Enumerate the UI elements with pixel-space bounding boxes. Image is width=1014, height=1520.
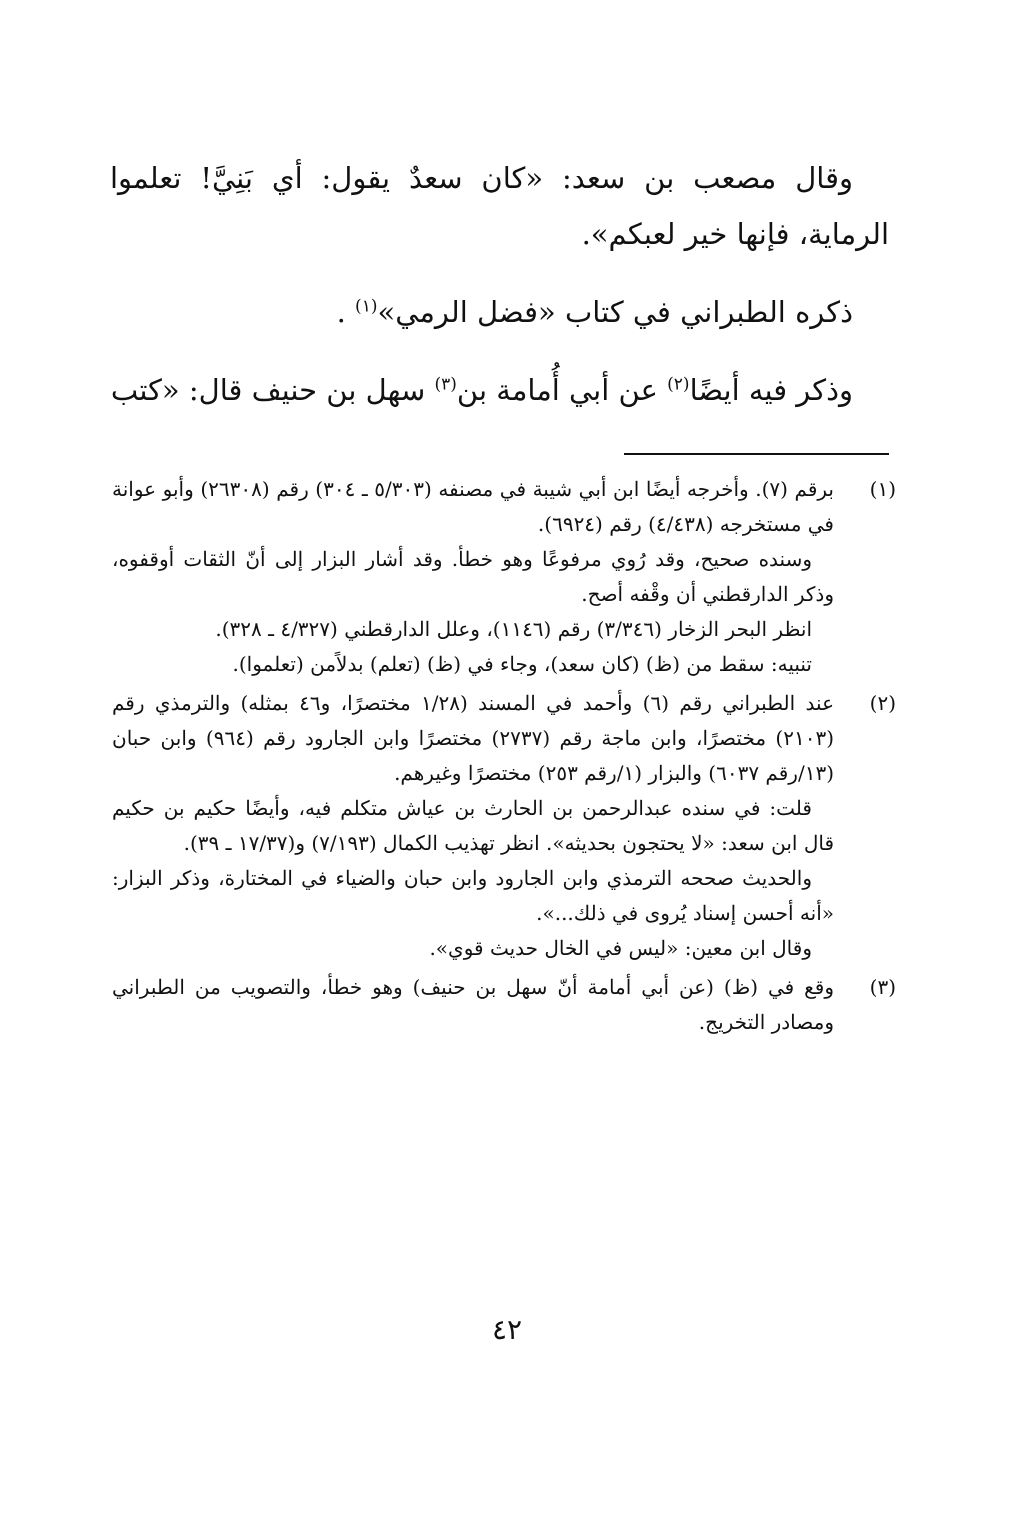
footnote-3: [112, 970, 896, 1040]
main-paragraph-2-text: ذكره الطبراني في كتاب «فضل الرمي»: [377, 295, 853, 329]
main-paragraph-3-text-b: عن أبي أُمامة بن: [456, 373, 668, 407]
footnote-2: [112, 686, 896, 966]
footnote-paragraph: برقم (٧). وأخرجه أيضًا ابن أبي شيبة في مصنفه (٥/٣٠٣ ـ ٣٠٤) رقم (٢٦٣٠٨) وأبو عوانة في مستخرجه (٤/٤٣٨) رقم (٦٩٢٤).: [112, 477, 834, 536]
footnote-ref-3[interactable]: (٣): [434, 374, 457, 395]
footnote-paragraph: وقال ابن معين: «ليس في الخال حديث قوي».: [429, 936, 812, 960]
footnote-1: [112, 472, 896, 682]
footnote-paragraph: عند الطبراني رقم (٦) وأحمد في المسند (١/٢٨ مختصرًا، و٤٦ بمثله) والترمذي رقم (٢١٠٣) مختصرًا، وابن ماجة رقم (٢٧٣٧) مختصرًا وابن الجارود رقم (٩٦٤) وابن حبان (١٣/رقم ٦٠٣٧) والبزار (١/رقم ٢٥٣) مختصرًا وغيرهم.: [112, 691, 835, 785]
main-text: [110, 150, 889, 418]
main-paragraph-2: [110, 284, 889, 340]
footnote-paragraph: والحديث صححه الترمذي وابن الجارود وابن حبان والضياء في المختارة، وذكر البزار: «أنه أحسن إسناد يُروى في ذلك...».: [112, 866, 834, 925]
footnote-paragraph: وقع في (ظ) (عن أبي أمامة أنّ سهل بن حنيف) وهو خطأ، والتصويب من الطبراني ومصادر التخريج.: [112, 975, 834, 1034]
footnote-number: (١): [869, 477, 896, 501]
footnote-paragraph: تنبيه: سقط من (ظ) (كان سعد)، وجاء في (ظ) (تعلم) بدلاًمن (تعلموا).: [232, 652, 812, 676]
main-paragraph-3-text-a: وذكر فيه أيضًا: [689, 373, 853, 407]
page-number: ٤٢: [491, 1313, 523, 1346]
footnote-number: (٣): [869, 975, 896, 999]
main-paragraph-1: وقال مصعب بن سعد: «كان سعدٌ يقول: أي بَنِيَّ! تعلموا الرماية، فإنها خير لعبكم».: [110, 161, 889, 251]
main-paragraph-2-end: .: [336, 295, 346, 329]
footnote-separator: [624, 453, 889, 455]
main-paragraph-3-text-c: سهل بن حنيف قال: «كتب: [110, 373, 435, 407]
footnote-paragraph: انظر البحر الزخار (٣/٣٤٦) رقم (١١٤٦)، وعلل الدارقطني (٤/٣٢٧ ـ ٣٢٨).: [215, 617, 812, 641]
footnote-number: (٢): [869, 691, 896, 715]
footnote-ref-2[interactable]: (٢): [667, 374, 690, 395]
footnote-ref-1[interactable]: (١): [355, 296, 378, 317]
footnote-paragraph: وسنده صحيح، وقد رُوي مرفوعًا وهو خطأ. وقد أشار البزار إلى أنّ الثقات أوقفوه، وذكر الدارقطني أن وقْفه أصح.: [112, 547, 834, 606]
footnote-paragraph: قلت: في سنده عبدالرحمن بن الحارث بن عياش متكلم فيه، وأيضًا حكيم بن حكيم قال ابن سعد: «لا يحتجون بحديثه». انظر تهذيب الكمال (٧/١٩٣) و(١٧/٣٧ ـ ٣٩).: [112, 796, 834, 855]
footnotes: [112, 472, 896, 1044]
main-paragraph-3: [110, 362, 889, 418]
